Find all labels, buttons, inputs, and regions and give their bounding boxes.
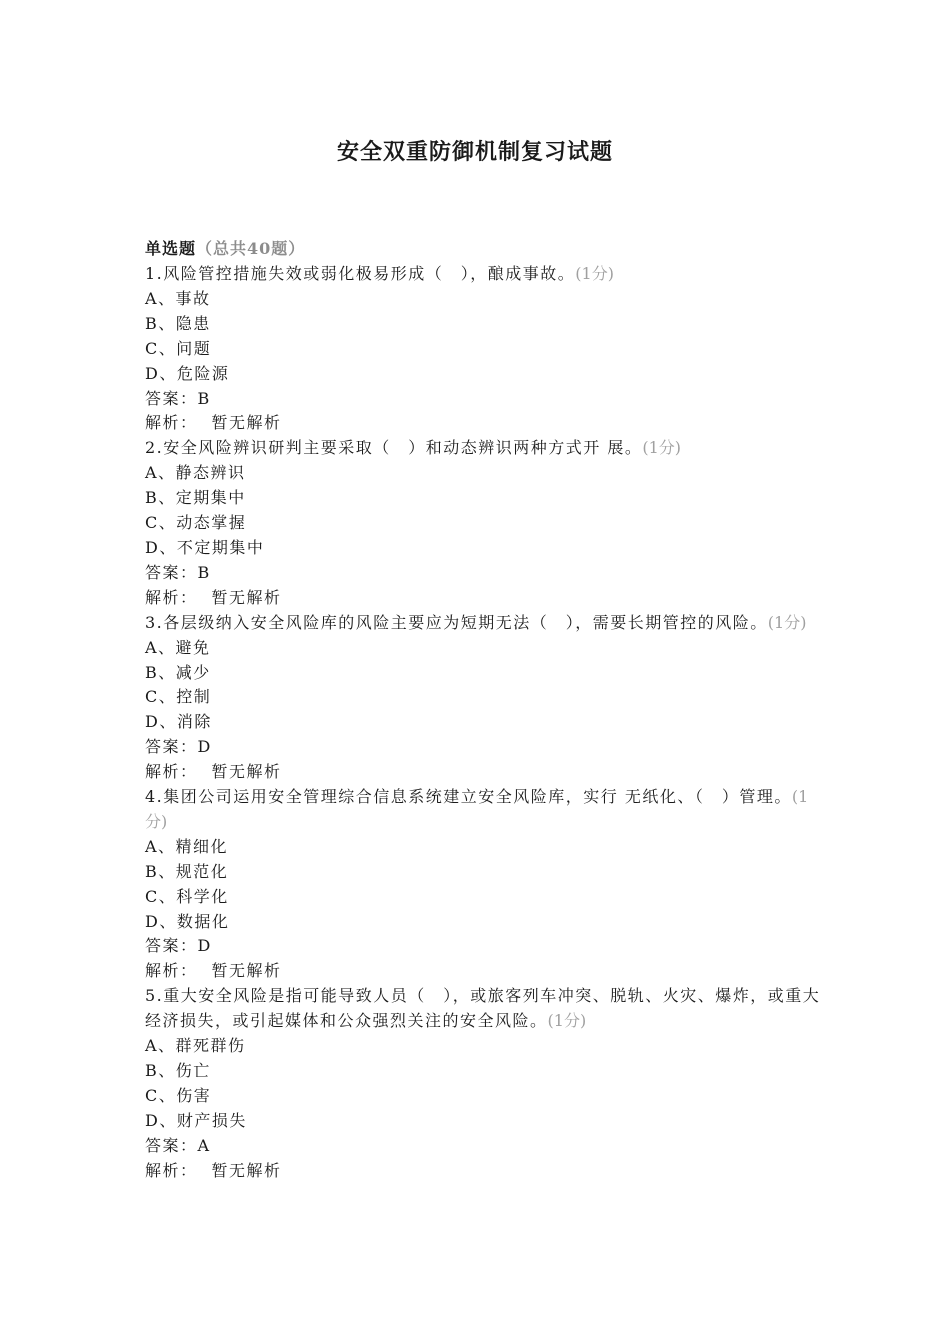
- explain-label: 解析：: [145, 1160, 198, 1180]
- option-d: D、财产损失: [145, 1110, 247, 1130]
- explain-value: 暂无解析: [211, 1160, 282, 1180]
- question-text: 1.风险管控措施失效或弱化极易形成（ ），酿成事故。: [145, 264, 576, 283]
- question-stem: [145, 262, 825, 287]
- option-d: D、数据化: [145, 911, 230, 931]
- answer-label: 答案：: [145, 737, 198, 757]
- explain-value: 暂无解析: [211, 587, 282, 607]
- question-1: [145, 262, 825, 436]
- question-stem: [145, 785, 825, 835]
- question-text: 3.各层级纳入安全风险库的风险主要应为短期无法（ ），需要长期管控的风险。: [145, 612, 768, 632]
- answer-value: B: [197, 562, 211, 582]
- explain-line: [145, 959, 825, 984]
- explain-label: 解析：: [145, 587, 198, 607]
- option-b: B、规范化: [145, 861, 229, 881]
- option-b: B、定期集中: [145, 488, 246, 508]
- option-b: B、减少: [145, 662, 211, 682]
- question-stem: [145, 436, 825, 461]
- question-list: [145, 236, 825, 1184]
- explain-value: 暂无解析: [211, 961, 282, 981]
- explain-line: [145, 760, 825, 785]
- option-d: D、不定期集中: [145, 537, 265, 557]
- question-4: [145, 785, 825, 984]
- option-c: C、控制: [145, 687, 212, 707]
- explain-line: [145, 1159, 825, 1184]
- explain-label: 解析：: [145, 762, 198, 782]
- option-a: A、群死群伤: [145, 1036, 246, 1056]
- question-3: [145, 611, 825, 785]
- question-stem: [145, 611, 825, 636]
- answer-label: 答案：: [145, 936, 198, 956]
- question-text: 5.重大安全风险是指可能导致人员（ ），或旅客列车冲突、脱轨、火灾、爆炸，或重大经济损失，或引起媒体和公众强烈关注的安全风险。: [145, 986, 821, 1031]
- answer-line: [145, 735, 825, 760]
- option-a: A、静态辨识: [145, 463, 246, 483]
- option-a: A、事故: [145, 288, 211, 308]
- answer-label: 答案：: [145, 388, 198, 408]
- option-d: D、消除: [145, 712, 212, 732]
- explain-label: 解析：: [145, 413, 198, 433]
- option-c: C、问题: [145, 338, 212, 358]
- option-c: C、动态掌握: [145, 513, 247, 533]
- explain-line: [145, 586, 825, 611]
- answer-label: 答案：: [145, 562, 198, 582]
- explain-label: 解析：: [145, 961, 198, 981]
- option-c: C、科学化: [145, 886, 229, 906]
- question-points: (1分): [575, 264, 614, 283]
- question-points: (1分): [642, 438, 682, 458]
- answer-line: [145, 561, 825, 586]
- question-5: [145, 984, 825, 1183]
- question-stem: [145, 984, 825, 1034]
- answer-value: D: [197, 936, 212, 956]
- answer-line: [145, 934, 825, 959]
- option-b: B、伤亡: [145, 1061, 211, 1080]
- question-points: (1分): [145, 787, 809, 831]
- explain-value: 暂无解析: [211, 413, 282, 433]
- option-a: A、避免: [145, 637, 211, 657]
- explain-value: 暂无解析: [211, 762, 282, 782]
- answer-value: D: [197, 737, 212, 757]
- question-text: 4.集团公司运用安全管理综合信息系统建立安全风险库，实行 无纸化、（ ）管理。: [145, 787, 792, 807]
- question-text: 2.安全风险辨识研判主要采取（ ）和动态辨识两种方式开 展。: [145, 438, 643, 458]
- option-b: B、隐患: [145, 313, 211, 333]
- answer-value: A: [197, 1135, 211, 1155]
- option-c: C、伤害: [145, 1085, 212, 1105]
- question-points: (1分): [767, 612, 807, 632]
- question-2: [145, 436, 825, 610]
- answer-line: [145, 387, 825, 412]
- option-d: D、危险源: [145, 363, 230, 383]
- question-points: (1分): [547, 1011, 587, 1031]
- section-label: 单选题: [145, 239, 197, 258]
- page-title: 安全双重防御机制复习试题: [336, 139, 613, 165]
- answer-value: B: [197, 388, 211, 408]
- section-heading: [145, 236, 825, 262]
- explain-line: [145, 411, 825, 436]
- section-count: （总共40题）: [196, 239, 306, 258]
- option-a: A、精细化: [145, 836, 229, 856]
- answer-line: [145, 1134, 825, 1159]
- answer-label: 答案：: [145, 1135, 198, 1155]
